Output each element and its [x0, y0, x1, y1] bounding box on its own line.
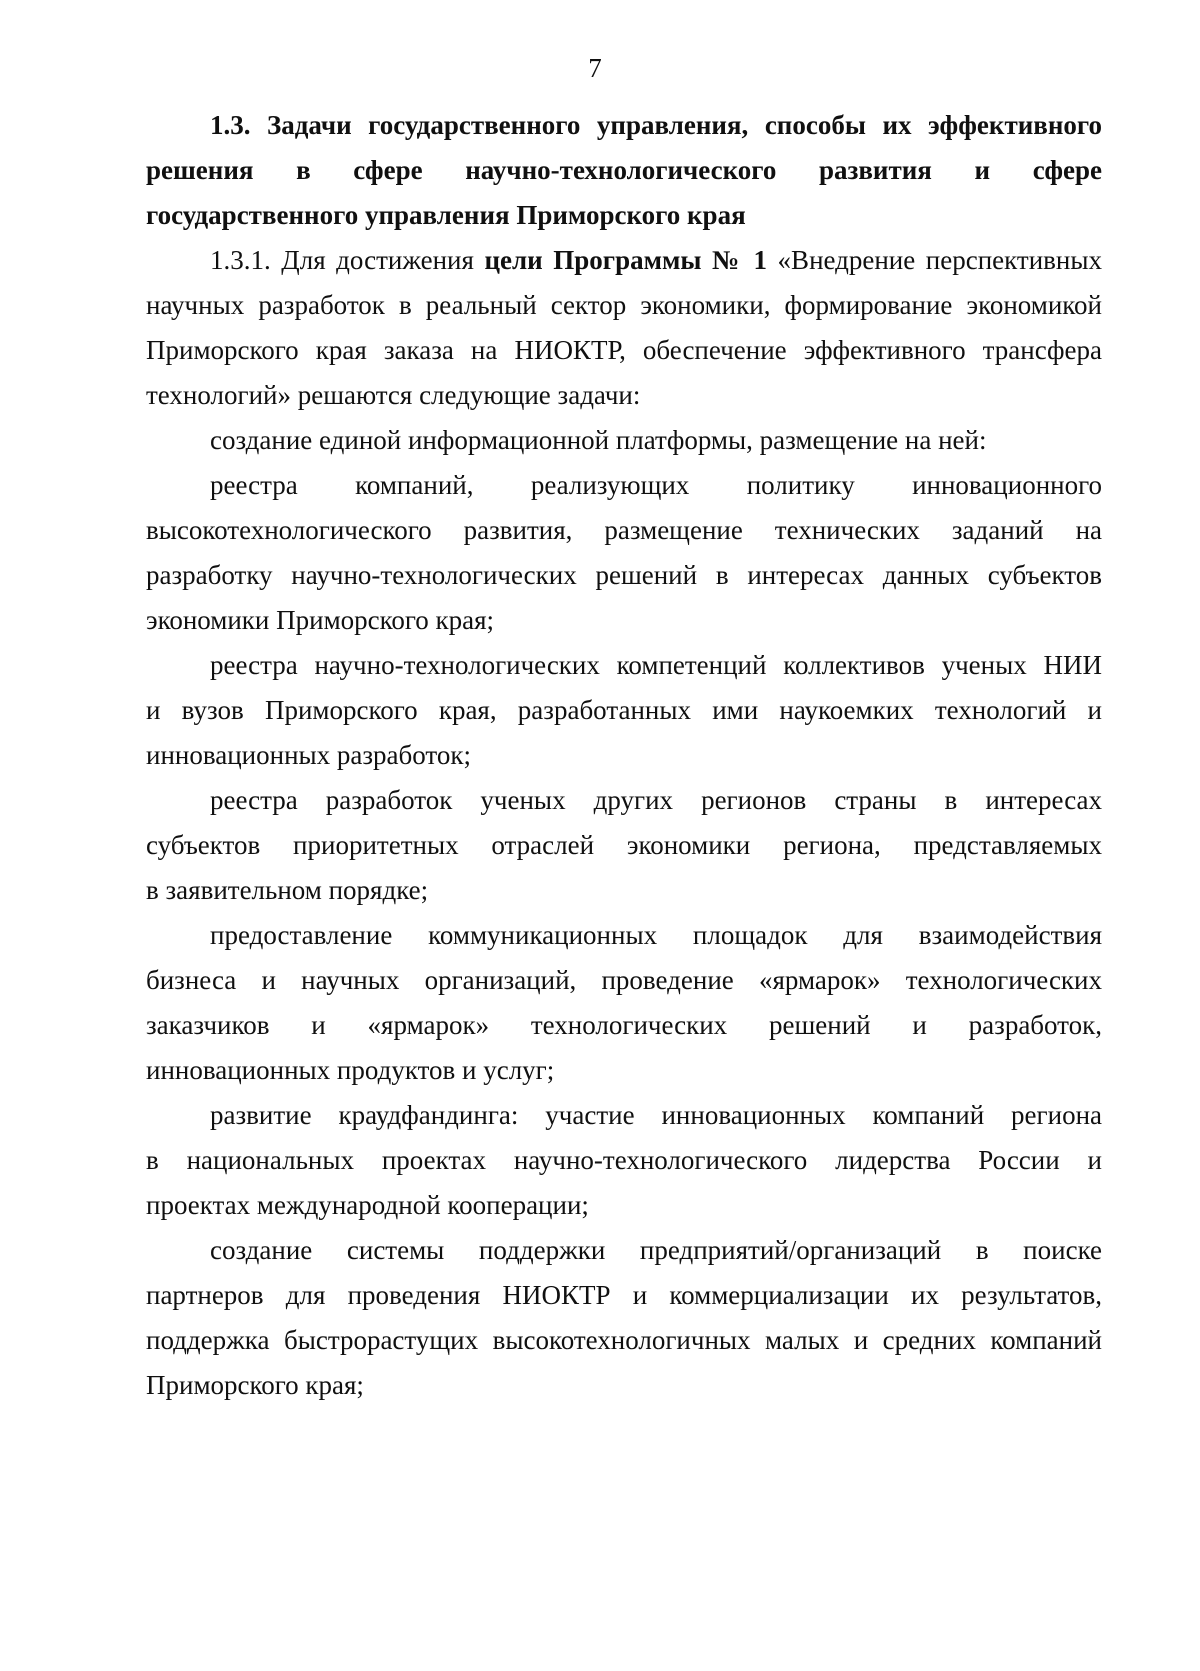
goal-paragraph: [146, 238, 1102, 418]
paragraph-line: создание единой информационной платформы, размещение на ней:: [210, 425, 987, 455]
task-item-competence-registry: [146, 643, 1102, 778]
heading-line: решения в сфере научно-технологического развития и сфере: [146, 155, 1102, 185]
paragraph-line: инновационных продуктов и услуг;: [146, 1055, 555, 1085]
paragraph-line: Приморского края;: [146, 1370, 364, 1400]
page-number: 7: [588, 53, 602, 83]
section-heading: [146, 103, 1102, 238]
paragraph-line: высокотехнологического развития, размещение технических заданий на: [146, 515, 1102, 545]
paragraph-line: экономики Приморского края;: [146, 605, 495, 635]
paragraph-line: субъектов приоритетных отраслей экономики региона, представляемых: [146, 830, 1102, 860]
task-item-information-platform: [146, 418, 1102, 463]
task-item-communication-platforms: [146, 913, 1102, 1093]
task-item-crowdfunding: [146, 1093, 1102, 1228]
paragraph-line: развитие краудфандинга: участие инновационных компаний региона: [210, 1100, 1102, 1130]
paragraph-line: инновационных разработок;: [146, 740, 471, 770]
paragraph-line: разработку научно-технологических решений в интересах данных субъектов: [146, 560, 1102, 590]
goal-quote-start: «Внедрение перспективных: [767, 245, 1102, 275]
paragraph-line: научных разработок в реальный сектор экономики, формирование экономикой: [146, 290, 1102, 320]
paragraph-line: бизнеса и научных организаций, проведение «ярмарок» технологических: [146, 965, 1102, 995]
paragraph-line: и вузов Приморского края, разработанных ими наукоемких технологий и: [146, 695, 1102, 725]
clause-intro-text: 1.3.1. Для достижения: [210, 245, 485, 275]
paragraph-line: создание системы поддержки предприятий/организаций в поиске: [210, 1235, 1102, 1265]
paragraph-line: реестра разработок ученых других регионов страны в интересах: [210, 785, 1102, 815]
paragraph-line: заказчиков и «ярмарок» технологических решений и разработок,: [146, 1010, 1102, 1040]
paragraph-line: реестра компаний, реализующих политику инновационного: [210, 470, 1102, 500]
paragraph-line: партнеров для проведения НИОКТР и коммерциализации их результатов,: [146, 1280, 1102, 1310]
task-item-regional-developments-registry: [146, 778, 1102, 913]
paragraph-line: [146, 238, 1102, 283]
paragraph-line: в национальных проектах научно-технологического лидерства России и: [146, 1145, 1102, 1175]
heading-line: государственного управления Приморского края: [146, 200, 746, 230]
paragraph-line: предоставление коммуникационных площадок для взаимодействия: [210, 920, 1102, 950]
task-item-partner-support: [146, 1228, 1102, 1408]
paragraph-line: поддержка быстрорастущих высокотехнологичных малых и средних компаний: [146, 1325, 1102, 1355]
document-body: [146, 103, 1102, 1408]
paragraph-line: Приморского края заказа на НИОКТР, обеспечение эффективного трансфера: [146, 335, 1102, 365]
paragraph-line: в заявительном порядке;: [146, 875, 429, 905]
heading-line: 1.3. Задачи государственного управления, способы их эффективного: [210, 110, 1102, 140]
task-item-company-registry: [146, 463, 1102, 643]
paragraph-line: реестра научно-технологических компетенций коллективов ученых НИИ: [210, 650, 1102, 680]
program-goal-reference: цели Программы № 1: [484, 245, 767, 275]
paragraph-line: проектах международной кооперации;: [146, 1190, 589, 1220]
paragraph-line: технологий» решаются следующие задачи:: [146, 380, 641, 410]
